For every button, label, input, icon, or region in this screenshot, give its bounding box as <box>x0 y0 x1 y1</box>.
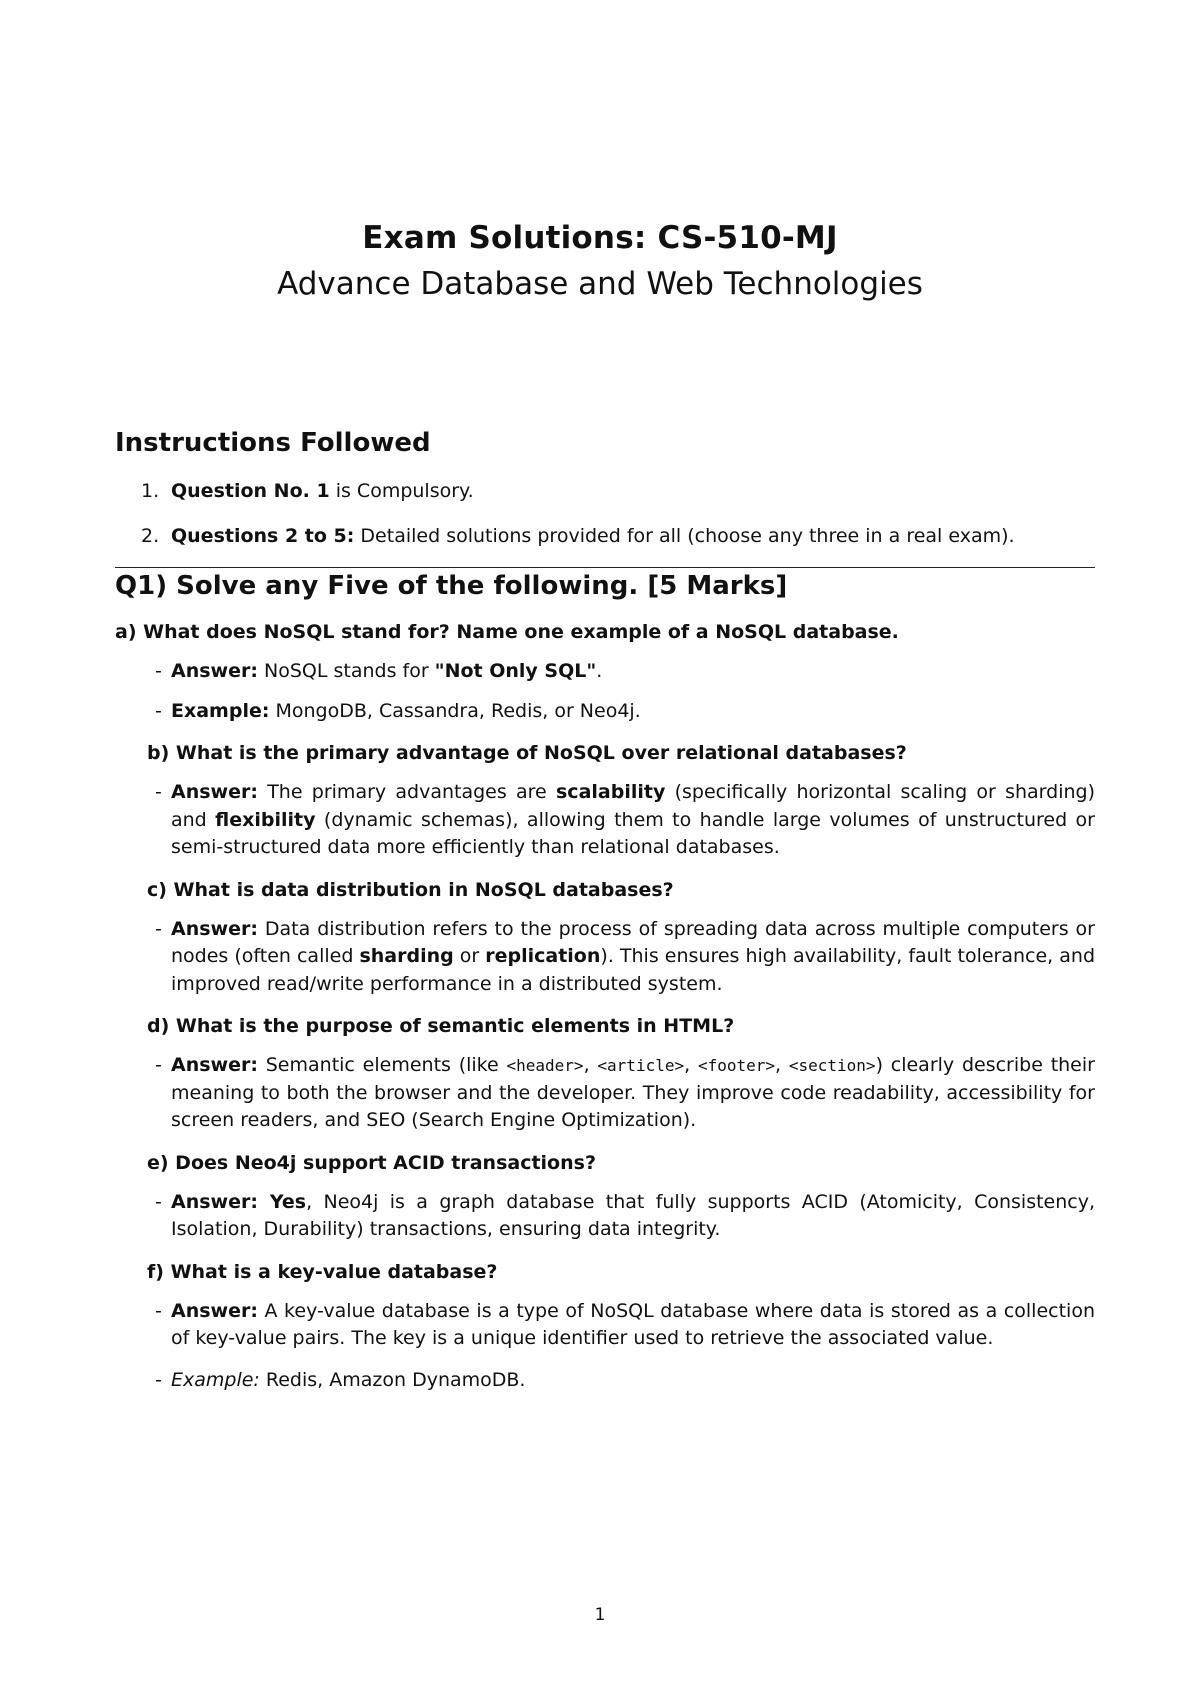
code-tag: <footer> <box>697 1056 776 1075</box>
answer-text: The primary advantages are <box>257 781 556 803</box>
answer-label: Answer: <box>171 1299 258 1322</box>
instruction-item <box>115 522 1095 550</box>
code-tag: <header> <box>506 1056 584 1075</box>
bullet-dash: - <box>155 1368 162 1391</box>
answer-a <box>115 658 1095 686</box>
separator: , <box>775 1054 789 1076</box>
bullet-dash: - <box>155 660 162 682</box>
separator: , <box>684 1054 698 1076</box>
bullet-dash: - <box>155 699 162 722</box>
question-f-title: f) What is a key-value database? <box>147 1260 498 1283</box>
instructions-heading: Instructions Followed <box>115 428 431 458</box>
instruction-bold: Question No. 1 <box>171 480 330 502</box>
answer-b <box>115 779 1095 862</box>
answer-bold: scalability <box>556 781 666 803</box>
document-title: Exam Solutions: CS-510-MJ <box>362 220 838 256</box>
example-f <box>115 1367 1095 1395</box>
example-text: MongoDB, Cassandra, Redis, or Neo4j. <box>269 699 641 722</box>
example-label: Example: <box>171 699 270 722</box>
q1-heading: Q1) Solve any Five of the following. [5 Marks] <box>115 571 788 601</box>
answer-text: (dynamic schemas), allowing them to handle large volumes of unstructured or semi-structured data more efficiently than relational databases. <box>171 808 1095 858</box>
bullet-dash: - <box>155 1299 162 1322</box>
example-text: Redis, Amazon DynamoDB. <box>259 1368 526 1391</box>
bullet-dash: - <box>155 1054 162 1076</box>
bullet-dash: - <box>155 1190 162 1213</box>
question-a-title: a) What does NoSQL stand for? Name one example of a NoSQL database. <box>115 621 899 643</box>
instructions-list <box>115 477 1095 550</box>
answer-text: ) clearly describe their meaning to both the browser and the developer. They improve code readability, accessibility for screen readers, and SEO (Search Engine Optimization). <box>171 1054 1095 1131</box>
page-number: 1 <box>594 1605 606 1625</box>
question-c-title: c) What is data distribution in NoSQL databases? <box>147 878 674 901</box>
separator: , <box>583 1054 598 1076</box>
answer-c <box>115 916 1095 999</box>
document-body <box>115 425 1095 1394</box>
answer-bold: sharding <box>359 945 454 967</box>
answer-label: Answer: <box>171 781 258 803</box>
answer-text: A key-value database is a type of NoSQL database where data is stored as a collection of key-value pairs. The key is a unique identifier used to retrieve the associated value. <box>171 1299 1095 1349</box>
answer-text: Data distribution refers to the process of spreading data across multiple computers or nodes (often called <box>171 917 1095 967</box>
instruction-bold: Questions 2 to 5: <box>171 525 355 547</box>
answer-f <box>115 1298 1095 1353</box>
answer-text: NoSQL stands for <box>257 660 435 682</box>
answer-text: (specifically horizontal scaling or sharding) and <box>171 781 1095 831</box>
document-subtitle: Advance Database and Web Technologies <box>277 266 923 302</box>
answer-bold: replication <box>485 945 601 967</box>
answer-label: Answer: Yes <box>171 1190 307 1213</box>
list-number: 1. <box>141 480 160 502</box>
title-block <box>0 218 1200 304</box>
question-b-title: b) What is the primary advantage of NoSQL over relational databases? <box>147 742 907 764</box>
answer-text: ). This ensures high availability, fault tolerance, and improved read/write performance in a distributed system. <box>171 945 1096 995</box>
bullet-dash: - <box>155 781 162 803</box>
answer-bold: flexibility <box>215 808 316 831</box>
example-a <box>115 698 1095 726</box>
answer-text: , Neo4j is a graph database that fully supports ACID (Atomicity, Consistency, Isolation, Durability) transactions, ensuring data integrity. <box>171 1190 1096 1240</box>
answer-label: Answer: <box>171 1054 258 1076</box>
instruction-item <box>115 477 1095 505</box>
answer-e <box>115 1189 1095 1244</box>
code-tag: <article> <box>597 1056 685 1075</box>
list-number: 2. <box>141 525 160 547</box>
answer-bold: "Not Only SQL" <box>434 660 597 682</box>
answer-text: Semantic elements (like <box>257 1054 507 1076</box>
instruction-text: is Compulsory. <box>329 480 474 502</box>
answer-text: . <box>596 660 603 682</box>
bullet-dash: - <box>155 917 162 940</box>
answer-d <box>115 1052 1095 1135</box>
example-label: Example: <box>171 1368 260 1391</box>
answer-label: Answer: <box>171 660 258 682</box>
question-e-title: e) Does Neo4j support ACID transactions? <box>147 1151 596 1174</box>
answer-text: or <box>453 945 486 967</box>
code-tag: <section> <box>788 1056 876 1075</box>
instruction-text: Detailed solutions provided for all (choose any three in a real exam). <box>354 525 1015 547</box>
answer-label: Answer: <box>171 917 258 940</box>
question-d-title: d) What is the purpose of semantic elements in HTML? <box>147 1015 735 1037</box>
